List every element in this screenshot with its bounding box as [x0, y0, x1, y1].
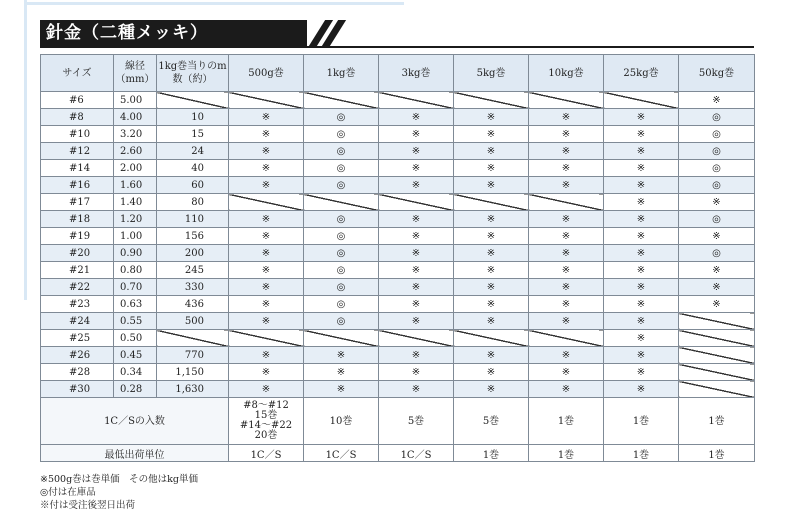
- availability-cell: ※: [604, 177, 679, 194]
- count-cell: 24: [157, 143, 229, 160]
- min-shipment-row: [41, 445, 755, 462]
- availability-cell: ※: [454, 143, 529, 160]
- availability-cell: ※: [454, 228, 529, 245]
- diameter-cell: 1.00: [114, 228, 157, 245]
- col-header-pack: 1kg巻: [304, 55, 379, 92]
- size-cell: #18: [41, 211, 114, 228]
- footnotes: [40, 473, 198, 512]
- availability-cell: ※: [454, 381, 529, 398]
- availability-cell: ◎: [304, 279, 379, 296]
- not-available-cell: [529, 330, 604, 347]
- not-available-cell: [157, 330, 229, 347]
- min-shipment-cell: 1巻: [679, 445, 755, 462]
- availability-cell: ◎: [304, 211, 379, 228]
- availability-cell: ※: [229, 347, 304, 364]
- count-cell: 80: [157, 194, 229, 211]
- availability-cell: ※: [229, 228, 304, 245]
- count-cell: 330: [157, 279, 229, 296]
- availability-cell: ※: [529, 381, 604, 398]
- col-header-size: サイズ: [41, 55, 114, 92]
- availability-cell: ※: [379, 313, 454, 330]
- case-quantity-label: 1C／Sの入数: [41, 398, 229, 445]
- availability-cell: ※: [679, 262, 755, 279]
- min-shipment-cell: 1巻: [529, 445, 604, 462]
- case-quantity-cell: 10巻: [304, 398, 379, 445]
- not-available-cell: [529, 92, 604, 109]
- table-row: [41, 296, 755, 313]
- count-cell: 770: [157, 347, 229, 364]
- diameter-cell: 3.20: [114, 126, 157, 143]
- not-available-cell: [304, 194, 379, 211]
- case-quantity-500g: [229, 398, 304, 445]
- availability-cell: ※: [229, 364, 304, 381]
- availability-cell: ◎: [304, 245, 379, 262]
- spec-table: [40, 54, 755, 462]
- availability-cell: ※: [604, 160, 679, 177]
- col-header-pack: 500g巻: [229, 55, 304, 92]
- availability-cell: ※: [454, 177, 529, 194]
- diameter-cell: 0.90: [114, 245, 157, 262]
- diameter-cell: 0.70: [114, 279, 157, 296]
- availability-cell: ※: [604, 109, 679, 126]
- diameter-cell: 0.63: [114, 296, 157, 313]
- diameter-cell: 0.34: [114, 364, 157, 381]
- availability-cell: ※: [604, 279, 679, 296]
- availability-cell: ※: [229, 109, 304, 126]
- availability-cell: ※: [379, 364, 454, 381]
- availability-cell: ※: [229, 296, 304, 313]
- availability-cell: ※: [454, 279, 529, 296]
- count-cell: 1,630: [157, 381, 229, 398]
- not-available-cell: [679, 381, 755, 398]
- availability-cell: ※: [454, 211, 529, 228]
- table-row: [41, 211, 755, 228]
- size-cell: #19: [41, 228, 114, 245]
- size-cell: #26: [41, 347, 114, 364]
- table-row: [41, 228, 755, 245]
- diameter-cell: 0.55: [114, 313, 157, 330]
- table-row: [41, 381, 755, 398]
- col-header-pack: 25kg巻: [604, 55, 679, 92]
- not-available-cell: [304, 92, 379, 109]
- availability-cell: ※: [304, 381, 379, 398]
- table-row: [41, 92, 755, 109]
- col-header-diameter: 線径（mm）: [114, 55, 157, 92]
- availability-cell: ※: [529, 211, 604, 228]
- availability-cell: ※: [454, 126, 529, 143]
- not-available-cell: [529, 194, 604, 211]
- size-cell: #28: [41, 364, 114, 381]
- availability-cell: ※: [229, 313, 304, 330]
- availability-cell: ※: [529, 126, 604, 143]
- diameter-cell: 0.50: [114, 330, 157, 347]
- availability-cell: ※: [529, 313, 604, 330]
- availability-cell: ◎: [304, 313, 379, 330]
- not-available-cell: [229, 330, 304, 347]
- table-row: [41, 364, 755, 381]
- count-cell: 200: [157, 245, 229, 262]
- count-cell: 110: [157, 211, 229, 228]
- availability-cell: ※: [529, 262, 604, 279]
- diameter-cell: 0.45: [114, 347, 157, 364]
- size-cell: #22: [41, 279, 114, 296]
- not-available-cell: [229, 194, 304, 211]
- case-quantity-cell: 5巻: [454, 398, 529, 445]
- availability-cell: ※: [604, 126, 679, 143]
- size-cell: #16: [41, 177, 114, 194]
- diameter-cell: 1.60: [114, 177, 157, 194]
- not-available-cell: [454, 92, 529, 109]
- availability-cell: ※: [379, 347, 454, 364]
- availability-cell: ※: [229, 211, 304, 228]
- availability-cell: ※: [229, 245, 304, 262]
- availability-cell: ※: [379, 109, 454, 126]
- availability-cell: ※: [529, 177, 604, 194]
- availability-cell: ※: [529, 109, 604, 126]
- size-cell: #14: [41, 160, 114, 177]
- availability-cell: ※: [679, 194, 755, 211]
- not-available-cell: [454, 194, 529, 211]
- availability-cell: ※: [529, 364, 604, 381]
- diameter-cell: 1.20: [114, 211, 157, 228]
- footnote: ◎付は在庫品: [40, 487, 96, 498]
- availability-cell: ※: [679, 92, 755, 109]
- not-available-cell: [679, 330, 755, 347]
- min-shipment-cell: 1C／S: [379, 445, 454, 462]
- availability-cell: ※: [454, 364, 529, 381]
- availability-cell: ※: [454, 313, 529, 330]
- availability-cell: ※: [679, 296, 755, 313]
- min-shipment-cell: 1巻: [604, 445, 679, 462]
- availability-cell: ※: [604, 313, 679, 330]
- availability-cell: ※: [454, 347, 529, 364]
- count-cell: 500: [157, 313, 229, 330]
- count-cell: 15: [157, 126, 229, 143]
- availability-cell: ◎: [304, 228, 379, 245]
- table-row: [41, 160, 755, 177]
- count-cell: 10: [157, 109, 229, 126]
- availability-cell: ◎: [304, 160, 379, 177]
- table-row: [41, 347, 755, 364]
- col-header-pack: 50kg巻: [679, 55, 755, 92]
- count-cell: 436: [157, 296, 229, 313]
- size-cell: #10: [41, 126, 114, 143]
- count-cell: 40: [157, 160, 229, 177]
- availability-cell: ◎: [304, 126, 379, 143]
- min-shipment-cell: 1C／S: [304, 445, 379, 462]
- availability-cell: ※: [454, 109, 529, 126]
- availability-cell: ◎: [679, 245, 755, 262]
- col-header-pack: 5kg巻: [454, 55, 529, 92]
- size-cell: #24: [41, 313, 114, 330]
- not-available-cell: [379, 330, 454, 347]
- table-row: [41, 279, 755, 296]
- size-cell: #6: [41, 92, 114, 109]
- table-row: [41, 126, 755, 143]
- count-cell: 245: [157, 262, 229, 279]
- col-header-count: 1kg巻当りのm数（約）: [157, 55, 229, 92]
- availability-cell: ※: [604, 143, 679, 160]
- table-row: [41, 194, 755, 211]
- left-accent-line: [24, 0, 27, 300]
- availability-cell: ◎: [679, 109, 755, 126]
- case-quantity-line: #14～#22: [239, 420, 293, 431]
- case-quantity-row: [41, 398, 755, 445]
- availability-cell: ※: [229, 381, 304, 398]
- availability-cell: ※: [454, 245, 529, 262]
- availability-cell: ※: [604, 245, 679, 262]
- diameter-cell: 0.28: [114, 381, 157, 398]
- availability-cell: ※: [529, 245, 604, 262]
- availability-cell: ※: [679, 228, 755, 245]
- count-cell: 156: [157, 228, 229, 245]
- size-cell: #8: [41, 109, 114, 126]
- availability-cell: ※: [604, 364, 679, 381]
- availability-cell: ※: [454, 160, 529, 177]
- availability-cell: ◎: [304, 296, 379, 313]
- availability-cell: ※: [529, 160, 604, 177]
- not-available-cell: [604, 92, 679, 109]
- not-available-cell: [379, 92, 454, 109]
- availability-cell: ※: [529, 279, 604, 296]
- availability-cell: ※: [529, 296, 604, 313]
- availability-cell: ◎: [679, 211, 755, 228]
- availability-cell: ※: [379, 143, 454, 160]
- not-available-cell: [379, 194, 454, 211]
- not-available-cell: [157, 92, 229, 109]
- availability-cell: ※: [379, 160, 454, 177]
- table-row: [41, 245, 755, 262]
- availability-cell: ※: [604, 262, 679, 279]
- availability-cell: ※: [229, 126, 304, 143]
- availability-cell: ※: [604, 228, 679, 245]
- table-row: [41, 109, 755, 126]
- case-quantity-cell: 1巻: [529, 398, 604, 445]
- table-row: [41, 313, 755, 330]
- not-available-cell: [679, 313, 755, 330]
- case-quantity-line: #8～#12: [243, 400, 289, 411]
- not-available-cell: [679, 364, 755, 381]
- size-cell: #23: [41, 296, 114, 313]
- size-cell: #25: [41, 330, 114, 347]
- col-header-pack: 10kg巻: [529, 55, 604, 92]
- not-available-cell: [454, 330, 529, 347]
- table-body: [41, 92, 755, 398]
- availability-cell: ※: [604, 330, 679, 347]
- availability-cell: ※: [604, 194, 679, 211]
- availability-cell: ◎: [679, 126, 755, 143]
- footnote: ※付は受注後翌日出荷: [40, 500, 136, 511]
- availability-cell: ※: [379, 211, 454, 228]
- count-cell: 1,150: [157, 364, 229, 381]
- diameter-cell: 2.00: [114, 160, 157, 177]
- table-row: [41, 262, 755, 279]
- diameter-cell: 2.60: [114, 143, 157, 160]
- availability-cell: ※: [604, 296, 679, 313]
- size-cell: #17: [41, 194, 114, 211]
- case-quantity-cell: 1巻: [604, 398, 679, 445]
- not-available-cell: [229, 92, 304, 109]
- availability-cell: ※: [379, 245, 454, 262]
- size-cell: #12: [41, 143, 114, 160]
- availability-cell: ※: [229, 160, 304, 177]
- title-underline: [40, 46, 754, 48]
- table-row: [41, 330, 755, 347]
- diameter-cell: 5.00: [114, 92, 157, 109]
- availability-cell: ※: [379, 296, 454, 313]
- availability-cell: ※: [379, 262, 454, 279]
- min-shipment-cell: 1C／S: [229, 445, 304, 462]
- case-quantity-cell: 1巻: [679, 398, 755, 445]
- availability-cell: ※: [379, 279, 454, 296]
- availability-cell: ◎: [679, 143, 755, 160]
- availability-cell: ※: [304, 347, 379, 364]
- availability-cell: ◎: [304, 143, 379, 160]
- availability-cell: ※: [379, 126, 454, 143]
- top-accent-line: [24, 2, 404, 5]
- not-available-cell: [679, 347, 755, 364]
- page-title: 針金（二種メッキ）: [46, 23, 208, 43]
- availability-cell: ※: [529, 143, 604, 160]
- diameter-cell: 1.40: [114, 194, 157, 211]
- not-available-cell: [304, 330, 379, 347]
- availability-cell: ※: [529, 347, 604, 364]
- diameter-cell: 0.80: [114, 262, 157, 279]
- case-quantity-cell: 5巻: [379, 398, 454, 445]
- availability-cell: ※: [679, 279, 755, 296]
- diameter-cell: 4.00: [114, 109, 157, 126]
- availability-cell: ※: [304, 364, 379, 381]
- availability-cell: ※: [604, 211, 679, 228]
- size-cell: #21: [41, 262, 114, 279]
- table-header-row: [41, 55, 755, 92]
- case-quantity-line: 15巻: [254, 410, 278, 421]
- availability-cell: ※: [604, 347, 679, 364]
- size-cell: #20: [41, 245, 114, 262]
- availability-cell: ※: [529, 228, 604, 245]
- size-cell: #30: [41, 381, 114, 398]
- availability-cell: ※: [454, 296, 529, 313]
- availability-cell: ※: [229, 177, 304, 194]
- table-row: [41, 177, 755, 194]
- case-quantity-line: 20巻: [254, 430, 278, 441]
- min-shipment-label: 最低出荷単位: [41, 445, 229, 462]
- availability-cell: ◎: [679, 177, 755, 194]
- footnote: ※500g巻は巻単価 その他はkg単価: [40, 474, 199, 485]
- table-row: [41, 143, 755, 160]
- availability-cell: ◎: [304, 262, 379, 279]
- availability-cell: ※: [229, 143, 304, 160]
- min-shipment-cell: 1巻: [454, 445, 529, 462]
- availability-cell: ※: [379, 177, 454, 194]
- availability-cell: ◎: [304, 109, 379, 126]
- col-header-pack: 3kg巻: [379, 55, 454, 92]
- availability-cell: ※: [229, 262, 304, 279]
- availability-cell: ◎: [304, 177, 379, 194]
- availability-cell: ※: [379, 228, 454, 245]
- availability-cell: ※: [604, 381, 679, 398]
- availability-cell: ※: [379, 381, 454, 398]
- availability-cell: ※: [454, 262, 529, 279]
- count-cell: 60: [157, 177, 229, 194]
- availability-cell: ※: [229, 279, 304, 296]
- availability-cell: ◎: [679, 160, 755, 177]
